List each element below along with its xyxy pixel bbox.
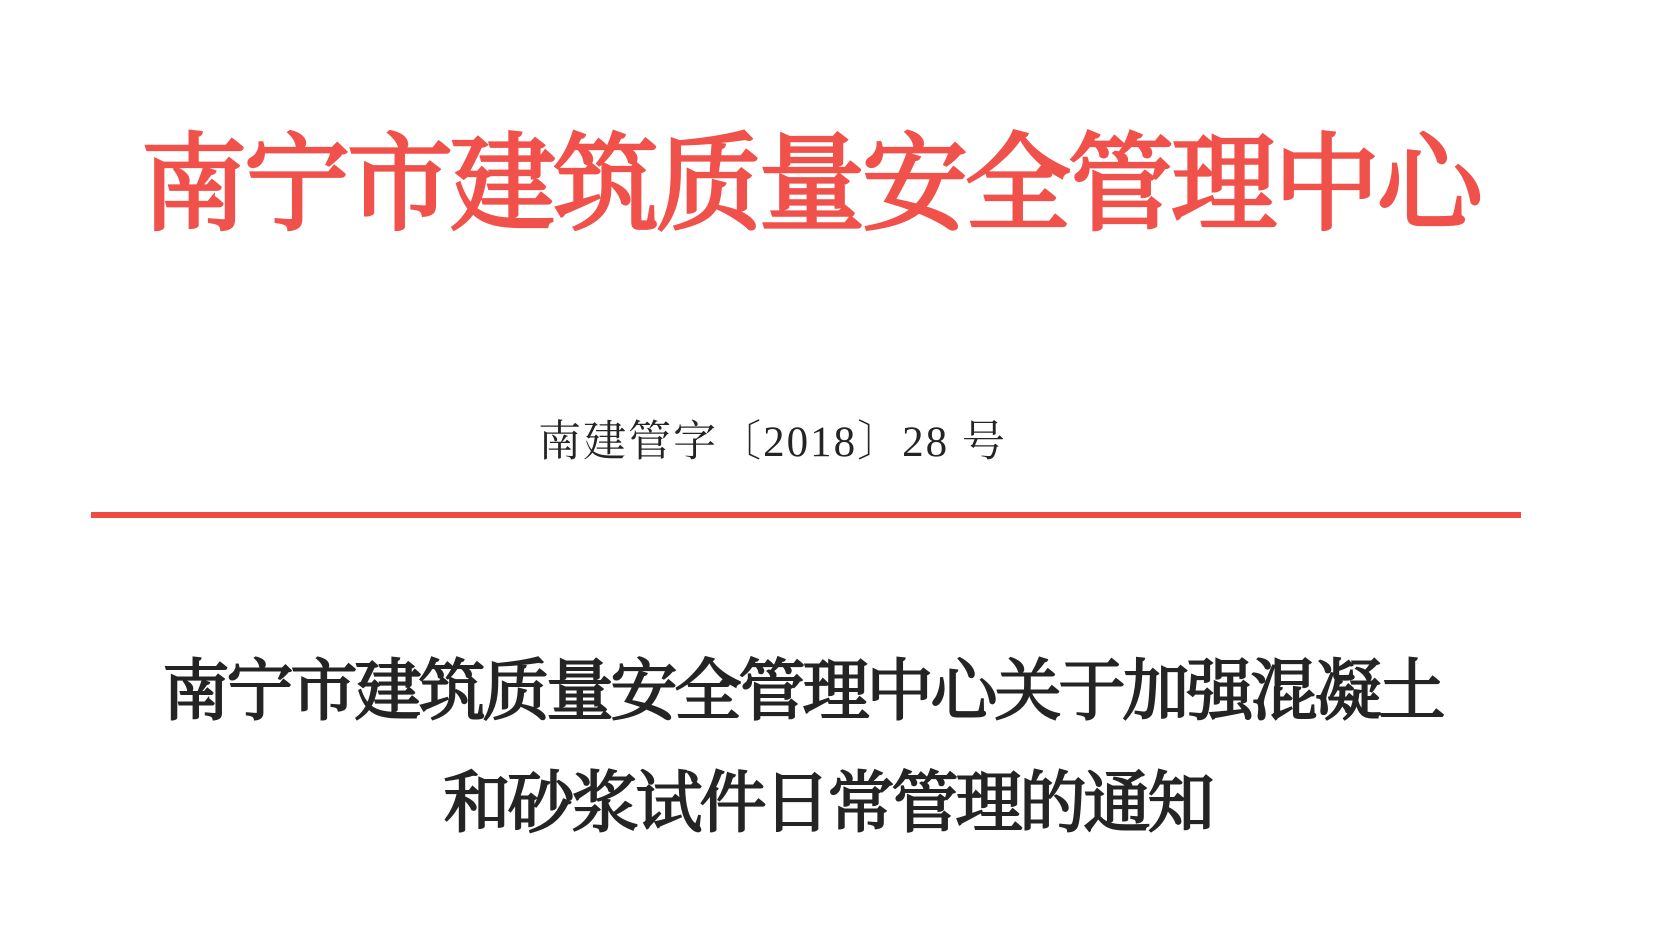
document-title-line-2: 和砂浆试件日常管理的通知 xyxy=(443,767,1212,841)
document-reference-number: 南建管字〔2018〕28 号 xyxy=(538,419,1007,466)
letterhead-divider-rule xyxy=(91,512,1521,518)
document-title xyxy=(0,636,1653,860)
document-title-line-1: 南宁市建筑质量安全管理中心关于加强混凝土 xyxy=(162,655,1443,729)
letterhead-org-name: 南宁市建筑质量安全管理中心 xyxy=(141,127,1480,244)
